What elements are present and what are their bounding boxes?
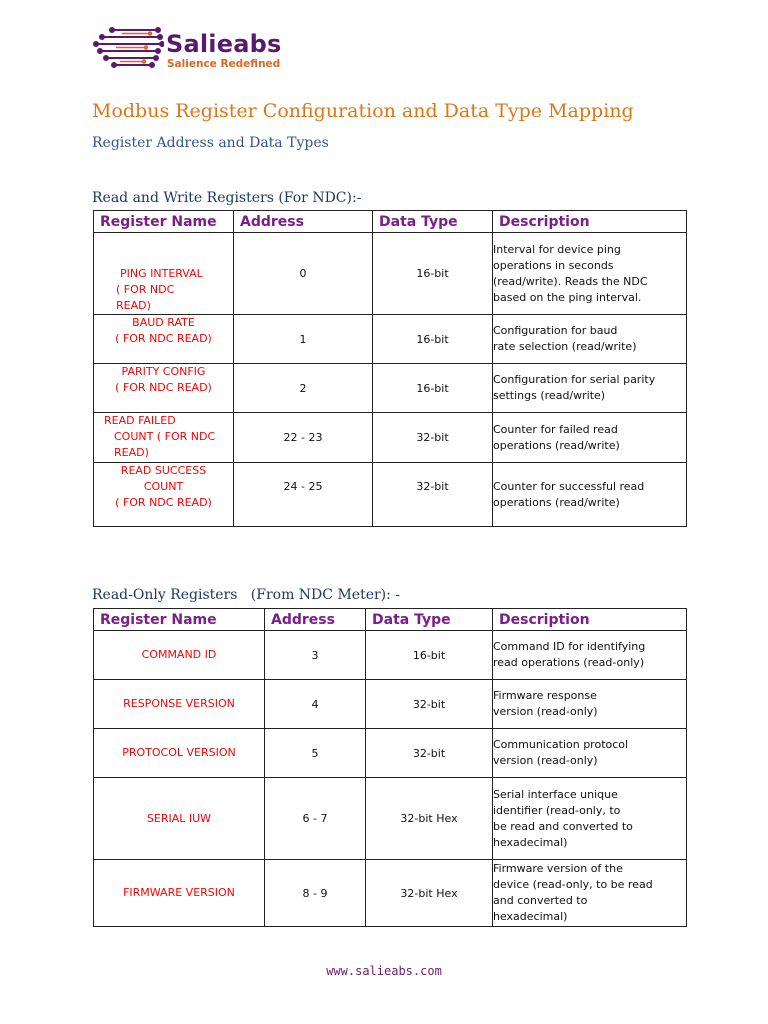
table-row	[94, 860, 687, 927]
document-title: Modbus Register Configuration and Data Type Mapping	[92, 100, 634, 122]
register-name-cell: FIRMWARE VERSION	[94, 860, 265, 927]
description-line: Counter for successful read	[493, 479, 645, 493]
table-header-row	[94, 211, 687, 233]
register-name-line: PING INTERVAL	[120, 267, 203, 280]
description-line: hexadecimal)	[493, 835, 568, 849]
data-type-cell: 16-bit	[373, 315, 493, 364]
data-type-cell: 32-bit	[373, 413, 493, 463]
description-line: settings (read/write)	[493, 389, 606, 402]
address-cell: 5	[265, 729, 366, 778]
data-type-cell: 16-bit	[373, 364, 493, 413]
brand-logo	[92, 24, 292, 76]
description-line: be read and converted to	[493, 819, 633, 833]
description-line: identifier (read-only, to	[493, 803, 621, 817]
column-header-description: Description	[493, 609, 687, 631]
description-line: version (read-only)	[493, 754, 598, 767]
description-cell	[493, 315, 687, 364]
description-line: (read/write). Reads the NDC	[493, 274, 648, 288]
table-row	[94, 729, 687, 778]
register-name-cell	[94, 233, 234, 315]
address-cell: 8 - 9	[265, 860, 366, 927]
register-name-cell	[94, 413, 234, 463]
table-row	[94, 315, 687, 364]
data-type-cell: 32-bit	[366, 729, 493, 778]
read-only-registers-table	[93, 608, 687, 927]
register-name-line: COUNT ( FOR NDC	[114, 430, 216, 443]
description-line: Serial interface unique	[493, 787, 618, 801]
register-name-line: READ)	[116, 299, 151, 312]
read-write-registers-table	[93, 210, 687, 527]
description-line: Firmware response	[493, 689, 597, 702]
document-subtitle: Register Address and Data Types	[92, 135, 329, 151]
data-type-cell: 32-bit	[373, 463, 493, 527]
column-header-description: Description	[493, 211, 687, 233]
brand-tagline: Salience Redefined	[167, 58, 281, 70]
register-name-line: READ FAILED	[104, 414, 176, 427]
column-header-address: Address	[234, 211, 373, 233]
section-heading-read-write: Read and Write Registers (For NDC):-	[92, 190, 362, 206]
description-line: Command ID for identifying	[493, 640, 646, 653]
table-row	[94, 233, 687, 315]
column-header-data-type: Data Type	[373, 211, 493, 233]
address-cell: 6 - 7	[265, 778, 366, 860]
description-line: Communication protocol	[493, 738, 629, 751]
description-cell	[493, 463, 687, 527]
description-cell	[493, 860, 687, 927]
description-line: and converted to	[493, 894, 588, 907]
register-name-line: COUNT	[143, 480, 184, 493]
address-cell: 1	[234, 315, 373, 364]
table-row	[94, 364, 687, 413]
circuit-lines-icon	[92, 24, 164, 74]
description-cell	[493, 778, 687, 860]
description-line: Firmware version of the	[493, 862, 623, 875]
table-row	[94, 778, 687, 860]
data-type-cell: 16-bit	[373, 233, 493, 315]
address-cell: 3	[265, 631, 366, 680]
description-line: operations (read/write)	[493, 438, 620, 452]
register-name-line: ( FOR NDC	[116, 283, 175, 296]
description-cell	[493, 680, 687, 729]
brand-name: Salieabs	[166, 30, 282, 58]
section-heading-read-only: Read-Only Registers (From NDC Meter): -	[92, 587, 401, 603]
register-name-cell	[94, 463, 234, 527]
register-name-line: ( FOR NDC READ)	[115, 381, 212, 394]
address-cell: 24 - 25	[234, 463, 373, 527]
description-line: operations in seconds	[493, 258, 614, 272]
description-line: Interval for device ping	[493, 242, 621, 256]
description-line: Configuration for baud	[493, 324, 618, 337]
column-header-data-type: Data Type	[366, 609, 493, 631]
table-row	[94, 680, 687, 729]
description-cell	[493, 364, 687, 413]
register-name-line: PARITY CONFIG	[121, 365, 206, 378]
register-name-cell: COMMAND ID	[94, 631, 265, 680]
footer-website-link[interactable]: www.salieabs.com	[326, 964, 442, 978]
address-cell: 22 - 23	[234, 413, 373, 463]
description-line: based on the ping interval.	[493, 290, 642, 304]
register-name-cell: SERIAL IUW	[94, 778, 265, 860]
data-type-cell: 32-bit	[366, 680, 493, 729]
address-cell: 0	[234, 233, 373, 315]
table-row	[94, 413, 687, 463]
description-line: Configuration for serial parity	[493, 373, 656, 386]
register-name-line: READ SUCCESS	[120, 464, 207, 477]
description-cell	[493, 729, 687, 778]
description-line: hexadecimal)	[493, 910, 568, 923]
table-row	[94, 463, 687, 527]
description-line: operations (read/write)	[493, 495, 620, 509]
description-line: read operations (read-only)	[493, 656, 645, 669]
description-line: rate selection (read/write)	[493, 340, 637, 353]
register-name-line: ( FOR NDC READ)	[115, 332, 212, 345]
address-cell: 4	[265, 680, 366, 729]
description-line: device (read-only, to be read	[493, 878, 653, 891]
register-name-cell: RESPONSE VERSION	[94, 680, 265, 729]
column-header-register-name: Register Name	[94, 609, 265, 631]
data-type-cell: 32-bit Hex	[366, 860, 493, 927]
column-header-register-name: Register Name	[94, 211, 234, 233]
description-line: version (read-only)	[493, 705, 598, 718]
register-name-cell	[94, 364, 234, 413]
register-name-cell: PROTOCOL VERSION	[94, 729, 265, 778]
register-name-cell	[94, 315, 234, 364]
description-cell	[493, 631, 687, 680]
register-name-line: READ)	[114, 446, 149, 459]
data-type-cell: 32-bit Hex	[366, 778, 493, 860]
table-row	[94, 631, 687, 680]
register-name-line: BAUD RATE	[132, 316, 195, 329]
table-header-row	[94, 609, 687, 631]
data-type-cell: 16-bit	[366, 631, 493, 680]
address-cell: 2	[234, 364, 373, 413]
description-cell	[493, 413, 687, 463]
description-line: Counter for failed read	[493, 422, 618, 436]
description-cell	[493, 233, 687, 315]
column-header-address: Address	[265, 609, 366, 631]
register-name-line: ( FOR NDC READ)	[115, 496, 212, 509]
